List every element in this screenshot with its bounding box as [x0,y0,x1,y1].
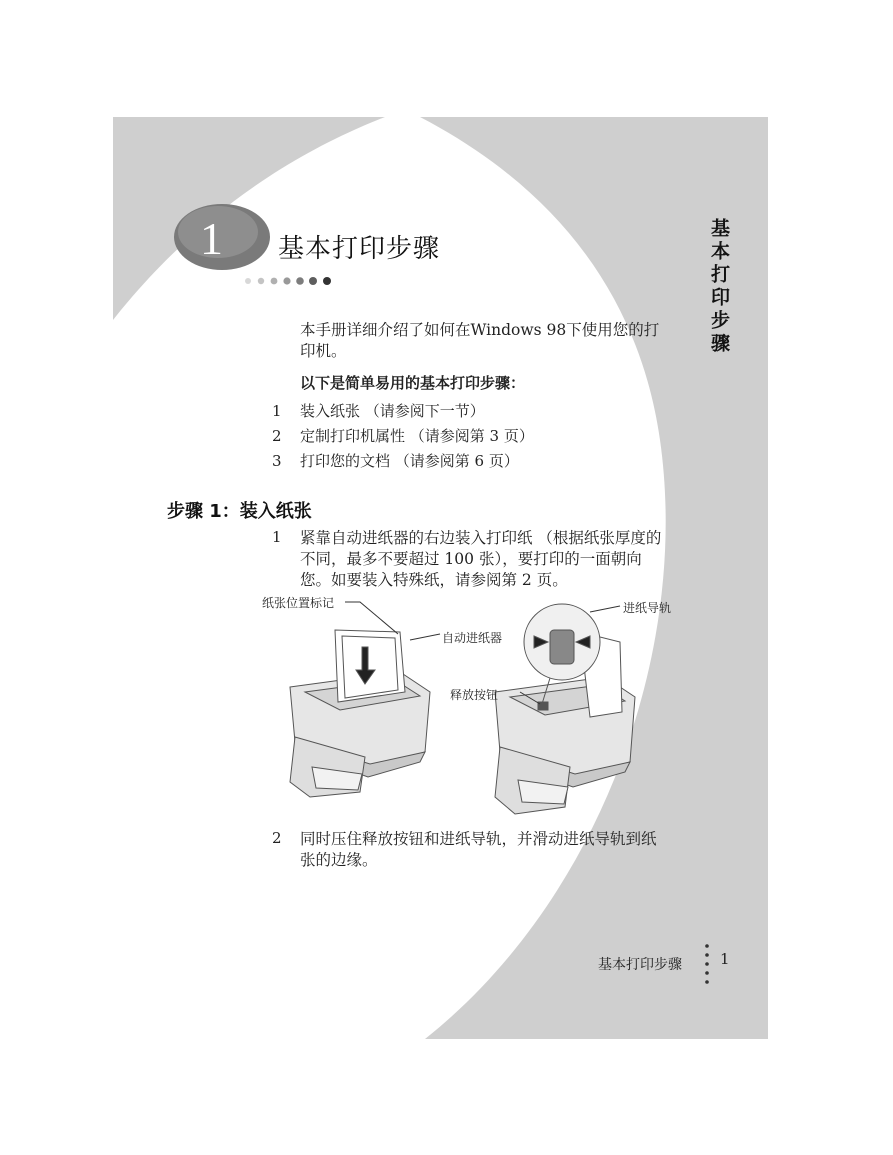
list-item: 3 打印您的文档 （请参阅第 6 页） [272,451,519,470]
printer-illustration [250,592,690,824]
step-1-number: 1 [272,528,282,546]
callout-paper-guide: 进纸导轨 [623,601,672,615]
page-number: 1 [720,950,730,968]
step-1 [272,528,662,591]
chapter-number: 1 [200,213,223,264]
step-2-number: 2 [272,829,282,847]
section-heading: 步骤 1：装入纸张 [167,501,312,522]
callout-auto-feeder: 自动进纸器 [442,631,503,645]
footer-title: 基本打印步骤 [598,957,682,973]
list-item: 1 装入纸张 （请参阅下一节） [272,401,485,420]
chapter-title: 基本打印步骤 [278,234,441,264]
intro-subheading: 以下是简单易用的基本打印步骤： [300,374,526,392]
intro-text: 本手册详细介绍了如何在Windows 98下使用您的打印机。 [300,321,660,360]
overview-steps-list [272,398,534,473]
step-1-text: 紧靠自动进纸器的右边装入打印纸 （根据纸张厚度的不同，最多不要超过 100 张），要打印的一面朝向您。如要装入特殊纸，请参阅第 2 页。 [300,529,662,589]
step-2 [272,829,662,871]
side-chapter-title: 基本打印步骤 [708,218,730,356]
step-2-text: 同时压住释放按钮和进纸导轨，并滑动进纸导轨到纸张的边缘。 [300,830,657,869]
list-item: 2 定制打印机属性 （请参阅第 3 页） [272,426,534,445]
callout-release-button: 释放按钮 [450,688,499,702]
callout-paper-mark: 纸张位置标记 [262,596,335,610]
